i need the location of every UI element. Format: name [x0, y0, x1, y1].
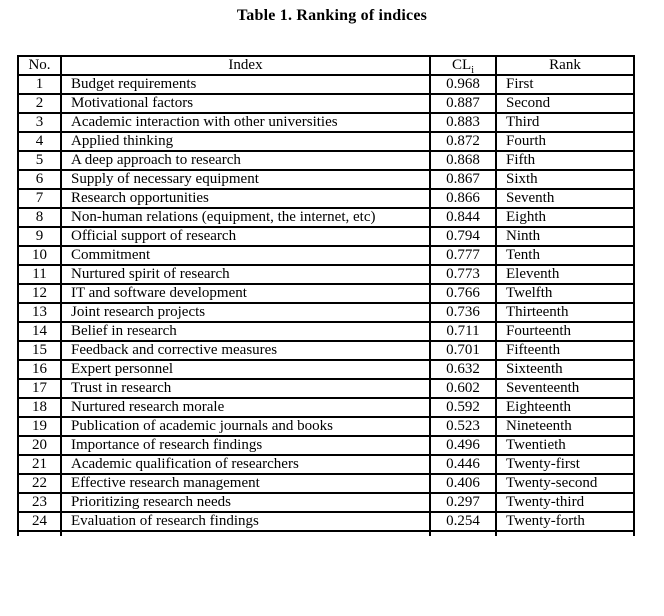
column-header-rank: Rank [496, 56, 634, 75]
table-row [18, 436, 634, 455]
cell-index: Belief in research [61, 322, 430, 341]
clipped-next-row [18, 531, 634, 536]
cell-cl: 0.523 [430, 417, 496, 436]
cell-no: 11 [18, 265, 61, 284]
table-row [18, 417, 634, 436]
table-row [18, 398, 634, 417]
cell-rank: Eighteenth [496, 398, 634, 417]
cell-cl: 0.701 [430, 341, 496, 360]
cell-no: 20 [18, 436, 61, 455]
column-header-no: No. [18, 56, 61, 75]
column-header-cl [430, 56, 496, 75]
cell-index: Importance of research findings [61, 436, 430, 455]
cell-rank: Twenty-first [496, 455, 634, 474]
cell-rank: Twentieth [496, 436, 634, 455]
table-row [18, 151, 634, 170]
table-row [18, 75, 634, 94]
cell-rank: Twenty-forth [496, 512, 634, 531]
cell-cl: 0.872 [430, 132, 496, 151]
header-row [18, 56, 634, 75]
cell-no: 17 [18, 379, 61, 398]
cell-no: 13 [18, 303, 61, 322]
cell-cl: 0.602 [430, 379, 496, 398]
cell-cl: 0.254 [430, 512, 496, 531]
cell-index: Research opportunities [61, 189, 430, 208]
table-row [18, 512, 634, 531]
cell-no: 12 [18, 284, 61, 303]
table-row [18, 493, 634, 512]
table-row [18, 322, 634, 341]
table-row [18, 170, 634, 189]
cell-cl: 0.794 [430, 227, 496, 246]
cell-index: Nurtured spirit of research [61, 265, 430, 284]
cell-rank: Tenth [496, 246, 634, 265]
cell-rank: Thirteenth [496, 303, 634, 322]
table-row [18, 113, 634, 132]
table-row [18, 379, 634, 398]
cell-index: Supply of necessary equipment [61, 170, 430, 189]
cell-index: Non-human relations (equipment, the internet, etc) [61, 208, 430, 227]
cell-index: Academic qualification of researchers [61, 455, 430, 474]
table-row [18, 341, 634, 360]
cell-no: 23 [18, 493, 61, 512]
cell-rank: First [496, 75, 634, 94]
stub-cell [18, 531, 61, 536]
cell-rank: Twenty-second [496, 474, 634, 493]
cell-index: Applied thinking [61, 132, 430, 151]
cell-index: Publication of academic journals and books [61, 417, 430, 436]
cell-cl: 0.632 [430, 360, 496, 379]
cell-no: 5 [18, 151, 61, 170]
cell-rank: Twenty-third [496, 493, 634, 512]
cell-rank: Fourth [496, 132, 634, 151]
cell-cl: 0.868 [430, 151, 496, 170]
cell-no: 1 [18, 75, 61, 94]
table-row [18, 284, 634, 303]
column-header-index: Index [61, 56, 430, 75]
cell-rank: Nineteenth [496, 417, 634, 436]
cell-cl: 0.883 [430, 113, 496, 132]
stub-cell [61, 531, 430, 536]
ranking-table [17, 55, 635, 536]
cell-cl: 0.773 [430, 265, 496, 284]
cell-index: A deep approach to research [61, 151, 430, 170]
cell-no: 22 [18, 474, 61, 493]
cell-rank: Eleventh [496, 265, 634, 284]
cell-index: Evaluation of research findings [61, 512, 430, 531]
cell-no: 3 [18, 113, 61, 132]
cell-rank: Third [496, 113, 634, 132]
table-row [18, 94, 634, 113]
cell-index: IT and software development [61, 284, 430, 303]
cell-cl: 0.968 [430, 75, 496, 94]
cell-no: 18 [18, 398, 61, 417]
cell-no: 14 [18, 322, 61, 341]
cell-cl: 0.866 [430, 189, 496, 208]
cell-rank: Twelfth [496, 284, 634, 303]
cell-no: 8 [18, 208, 61, 227]
cell-rank: Fifth [496, 151, 634, 170]
cell-cl: 0.711 [430, 322, 496, 341]
cell-cl: 0.406 [430, 474, 496, 493]
cell-no: 2 [18, 94, 61, 113]
cell-rank: Seventeenth [496, 379, 634, 398]
cell-no: 15 [18, 341, 61, 360]
cell-no: 7 [18, 189, 61, 208]
cell-no: 9 [18, 227, 61, 246]
cell-no: 19 [18, 417, 61, 436]
table-row [18, 132, 634, 151]
cell-cl: 0.592 [430, 398, 496, 417]
cell-cl: 0.736 [430, 303, 496, 322]
cl-subscript: i [471, 65, 474, 75]
cell-cl: 0.766 [430, 284, 496, 303]
cell-index: Official support of research [61, 227, 430, 246]
cell-no: 10 [18, 246, 61, 265]
cell-index: Prioritizing research needs [61, 493, 430, 512]
cell-index: Feedback and corrective measures [61, 341, 430, 360]
cell-no: 16 [18, 360, 61, 379]
cl-symbol: CL [452, 57, 472, 73]
table-row [18, 246, 634, 265]
table-row [18, 227, 634, 246]
cell-no: 4 [18, 132, 61, 151]
cell-no: 21 [18, 455, 61, 474]
cell-index: Joint research projects [61, 303, 430, 322]
cell-cl: 0.887 [430, 94, 496, 113]
cell-rank: Eighth [496, 208, 634, 227]
cell-rank: Sixth [496, 170, 634, 189]
cell-rank: Fifteenth [496, 341, 634, 360]
stub-cell [430, 531, 496, 536]
table-row [18, 208, 634, 227]
table-row [18, 303, 634, 322]
cell-rank: Fourteenth [496, 322, 634, 341]
cell-index: Effective research management [61, 474, 430, 493]
table-row [18, 474, 634, 493]
cell-cl: 0.844 [430, 208, 496, 227]
cell-cl: 0.777 [430, 246, 496, 265]
cell-index: Commitment [61, 246, 430, 265]
cell-no: 6 [18, 170, 61, 189]
cell-index: Academic interaction with other universities [61, 113, 430, 132]
cell-no: 24 [18, 512, 61, 531]
table-row [18, 360, 634, 379]
cell-cl: 0.297 [430, 493, 496, 512]
cell-cl: 0.446 [430, 455, 496, 474]
cell-index: Nurtured research morale [61, 398, 430, 417]
cell-cl: 0.867 [430, 170, 496, 189]
table-row [18, 455, 634, 474]
cell-rank: Second [496, 94, 634, 113]
cell-cl: 0.496 [430, 436, 496, 455]
cell-index: Budget requirements [61, 75, 430, 94]
table-row [18, 189, 634, 208]
stub-cell [496, 531, 634, 536]
cell-rank: Ninth [496, 227, 634, 246]
table-row [18, 265, 634, 284]
cell-rank: Seventh [496, 189, 634, 208]
cell-index: Motivational factors [61, 94, 430, 113]
cell-rank: Sixteenth [496, 360, 634, 379]
table-body [18, 75, 634, 531]
table-caption: Table 1. Ranking of indices [236, 7, 428, 24]
cell-index: Trust in research [61, 379, 430, 398]
cell-index: Expert personnel [61, 360, 430, 379]
